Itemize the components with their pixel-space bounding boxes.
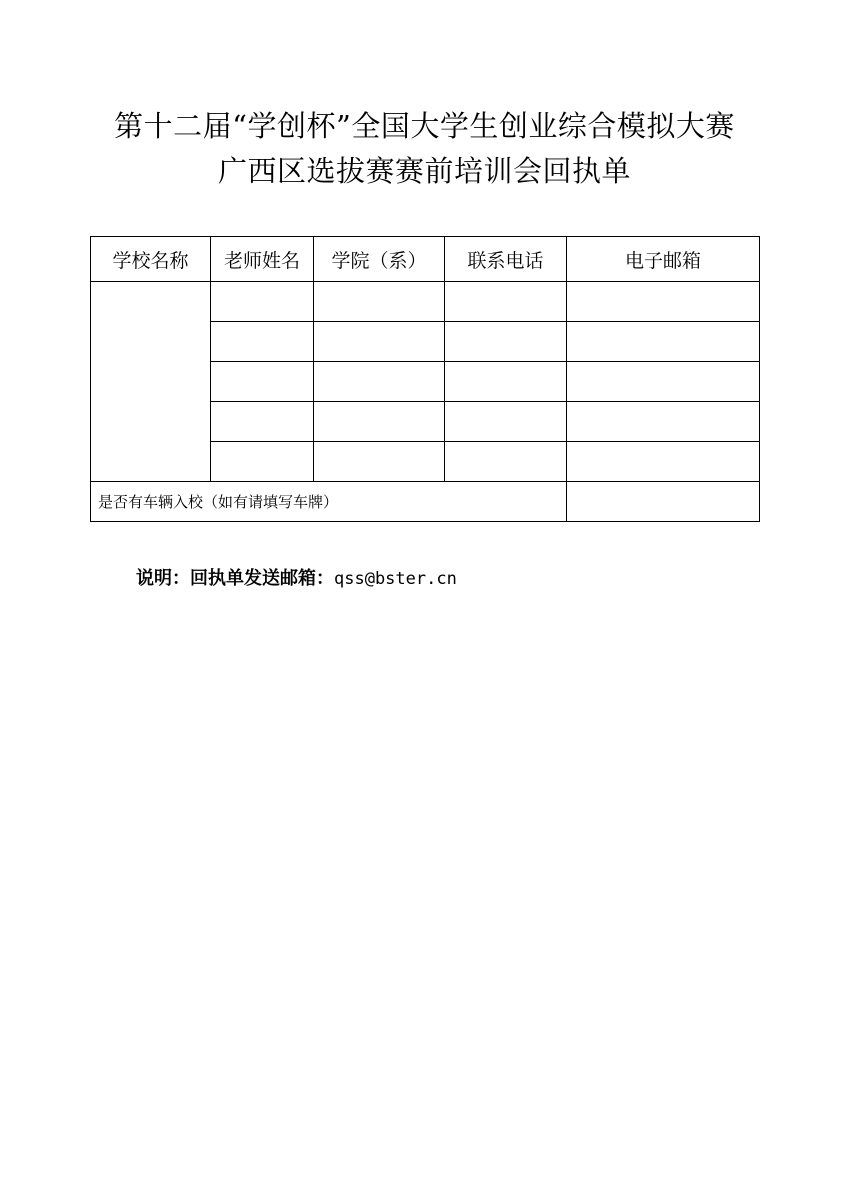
receipt-table <box>90 236 760 522</box>
phone-cell[interactable] <box>445 402 567 442</box>
phone-cell[interactable] <box>445 322 567 362</box>
vehicle-label: 是否有车辆入校（如有请填写车牌） <box>91 482 567 522</box>
teacher-name-cell[interactable] <box>211 282 314 322</box>
table-header-row <box>91 237 760 282</box>
vehicle-row <box>91 482 760 522</box>
teacher-name-cell[interactable] <box>211 362 314 402</box>
header-college: 学院（系） <box>314 237 445 282</box>
email-cell[interactable] <box>567 402 760 442</box>
college-cell[interactable] <box>314 402 445 442</box>
phone-cell[interactable] <box>445 362 567 402</box>
email-cell[interactable] <box>567 322 760 362</box>
email-cell[interactable] <box>567 442 760 482</box>
header-school-name: 学校名称 <box>91 237 211 282</box>
college-cell[interactable] <box>314 282 445 322</box>
header-phone: 联系电话 <box>445 237 567 282</box>
document-title-line-2: 广西区选拔赛赛前培训会回执单 <box>217 154 631 188</box>
phone-cell[interactable] <box>445 282 567 322</box>
teacher-name-cell[interactable] <box>211 402 314 442</box>
college-cell[interactable] <box>314 442 445 482</box>
table-row <box>91 282 760 322</box>
header-email: 电子邮箱 <box>567 237 760 282</box>
email-cell[interactable] <box>567 282 760 322</box>
license-plate-cell[interactable] <box>567 482 760 522</box>
phone-cell[interactable] <box>445 442 567 482</box>
teacher-name-cell[interactable] <box>211 442 314 482</box>
teacher-name-cell[interactable] <box>211 322 314 362</box>
college-cell[interactable] <box>314 322 445 362</box>
header-teacher-name: 老师姓名 <box>211 237 314 282</box>
note-email: qss@bster.cn <box>334 569 457 589</box>
school-name-cell[interactable] <box>91 282 211 482</box>
email-cell[interactable] <box>567 362 760 402</box>
document-title-line-1: 第十二届“学创杯”全国大学生创业综合模拟大赛 <box>114 109 735 143</box>
note-label: 说明：回执单发送邮箱： <box>136 568 334 589</box>
submission-note <box>136 566 457 592</box>
college-cell[interactable] <box>314 362 445 402</box>
